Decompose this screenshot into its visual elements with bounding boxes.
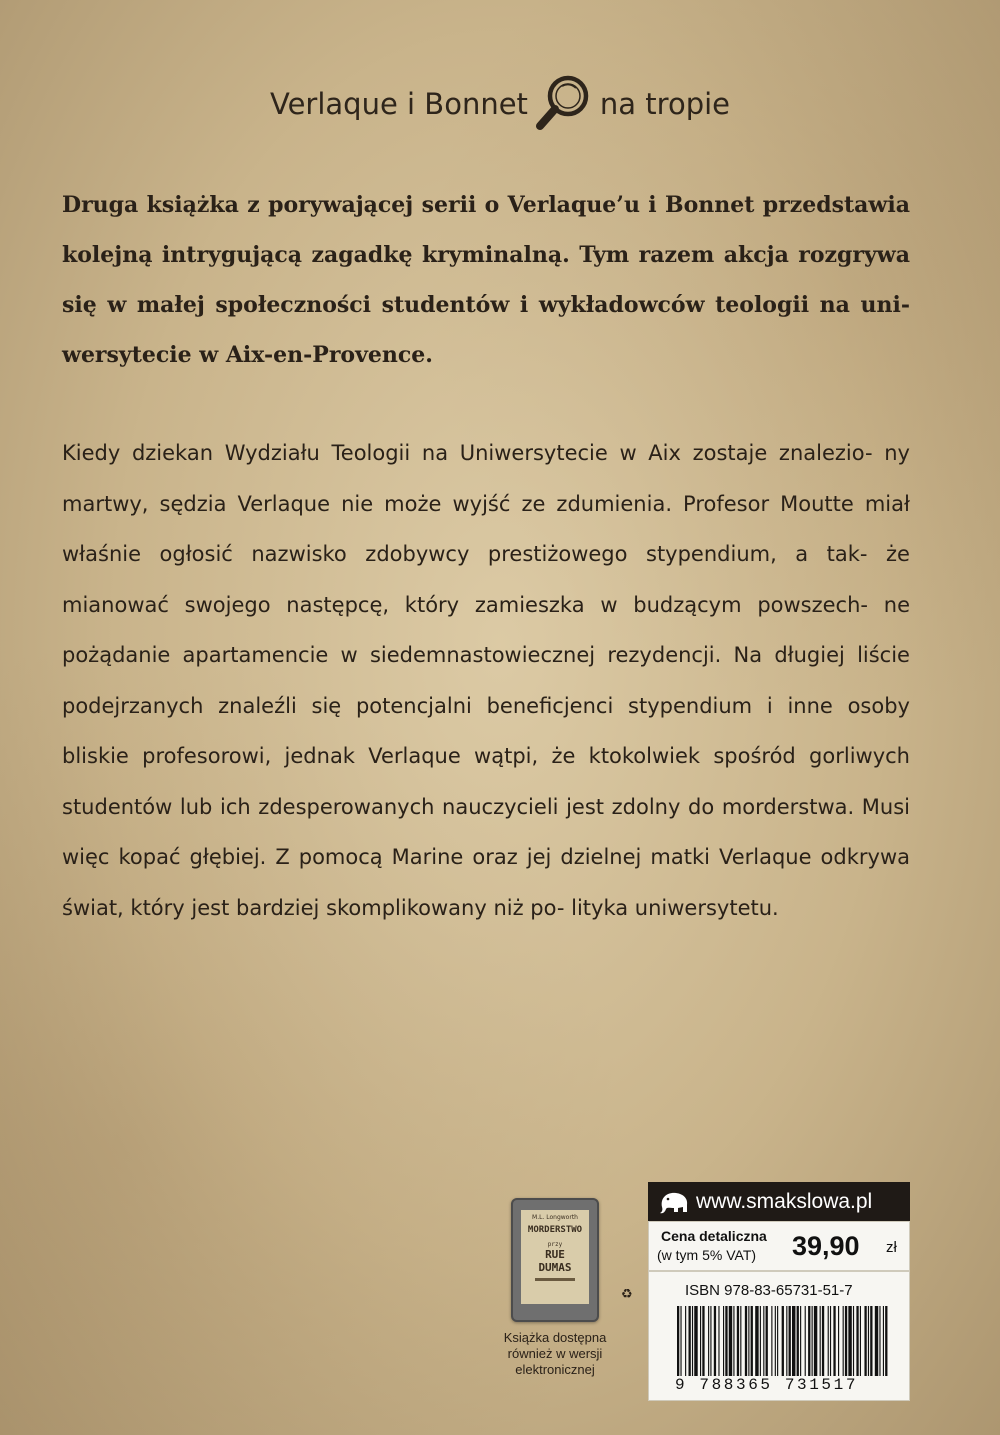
ereader-icon [511,1198,599,1322]
barcode-bar [782,1306,784,1376]
barcode-bar [822,1306,824,1376]
barcode-bar [845,1306,847,1376]
barcode-bar [718,1306,719,1376]
barcode-bar [723,1306,724,1376]
barcode-bar [820,1306,821,1376]
lead-paragraph [62,180,910,380]
barcode-bar [814,1306,817,1376]
barcode-bar [740,1306,741,1376]
barcode-bar [680,1306,681,1376]
ebook-decor-bar [535,1278,575,1281]
barcode-bar [700,1306,701,1376]
ebook-notice [490,1198,620,1378]
lead-line: się w małej społeczności studentów i wykładowców teologii na uni- [62,292,910,318]
barcode-bar [864,1306,866,1376]
barcode-bar [748,1306,749,1376]
ebook-author: M.L. Longworth [532,1214,578,1221]
barcode-bar [751,1306,753,1376]
barcode-bar [870,1306,872,1376]
barcode-bar [800,1306,801,1376]
body-line: miał właśnie ogłosić nazwisko zdobywcy prestiżowego stypendium, a tak- [62,491,910,566]
body-line: liście podejrzanych znaleźli się potencjalni beneficjenci stypendium i inne [62,643,910,718]
barcode-bar [885,1306,887,1376]
barcode-bar [714,1306,716,1376]
barcode-bar [875,1306,878,1376]
barcode-bar [860,1306,861,1376]
barcode-bar [692,1306,693,1376]
barcode-bar [729,1306,732,1376]
barcode-bar [830,1306,831,1376]
barcode-bar [805,1306,806,1376]
barcode-bar [879,1306,880,1376]
body-line: lityka uniwersytetu. [571,895,779,920]
barcode-bar [838,1306,839,1376]
barcode-bar [812,1306,813,1376]
isbn-label [648,1271,910,1401]
barcode-bar [755,1306,758,1376]
barcode-bar [786,1306,787,1376]
lead-line: wersytecie w Aix-en-Provence. [62,342,433,368]
barcode-bar [702,1306,704,1376]
ebook-title-1: MORDERSTWO [527,1225,583,1235]
body-line: Kiedy dziekan Wydziału Teologii na Uniwersytecie w Aix zostaje znalezio- [62,441,873,465]
price-caption: Cena detaliczna [661,1228,767,1244]
barcode-bar [808,1306,810,1376]
ebook-title-3: RUE [545,1248,565,1261]
body-line: że mianować swojego następcę, który zamieszka w budzącym powszech- [62,542,910,617]
publisher-web-bar [648,1182,910,1221]
barcode-bar [733,1306,734,1376]
ebook-caption-line: Książka dostępna [503,1330,607,1345]
lead-line: kolejną intrygującą zagadkę kryminalną. Tym razem akcja rozgrywa [62,242,910,268]
body-line: ny martwy, sędzia Verlaque nie może wyjść ze zdumienia. Profesor Moutte [62,441,910,516]
ebook-caption-line: elektronicznej [515,1362,595,1377]
series-suffix: na tropie [599,87,730,121]
series-banner [0,72,1000,136]
elephant-logo-icon [654,1187,694,1217]
barcode-bar [848,1306,851,1376]
ebook-caption-line: również w wersji [507,1346,603,1361]
barcode [675,1306,891,1376]
barcode-bar [694,1306,697,1376]
series-name: Verlaque i Bonnet [270,87,528,121]
magnifying-glass-icon [534,72,594,136]
ebook-title-4: DUMAS [538,1261,572,1274]
barcode-bar [708,1306,709,1376]
barcode-bar [766,1306,768,1376]
barcode-bar [710,1306,711,1376]
barcode-bar [883,1306,884,1376]
barcode-bar [792,1306,795,1376]
barcode-bar [853,1306,854,1376]
barcode-bar [833,1306,835,1376]
price-currency: zł [886,1239,897,1256]
barcode-bar [737,1306,739,1376]
ebook-title-2: przy [547,1241,563,1248]
barcode-bar [677,1306,679,1376]
publisher-website: www.smakslowa.pl [696,1189,873,1213]
lead-line: Druga książka z porywającej serii o Verlaque’u i Bonnet przedstawia [62,192,910,218]
barcode-bar [856,1306,858,1376]
barcode-bar [689,1306,691,1376]
barcode-bar [745,1306,747,1376]
body-line: osoby bliskie profesorowi, jednak Verlaque wątpi, że ktokolwiek spośród [62,693,910,768]
barcode-bar [843,1306,844,1376]
body-line: matki Verlaque odkrywa świat, który jest bardziej skomplikowany niż po- [62,845,910,920]
barcode-bar [789,1306,791,1376]
isbn-number: ISBN 978-83-65731-51-7 [685,1282,853,1299]
barcode-bar [797,1306,799,1376]
barcode-bar [775,1306,776,1376]
description-paragraph [62,428,910,933]
barcode-bar [685,1306,686,1376]
body-line: ne pożądanie apartamencie w siedemnastowiecznej rezydencji. Na długiej [62,592,910,667]
recycle-icon: ♻ [621,1287,633,1302]
barcode-bar [828,1306,829,1376]
vat-note: (w tym 5% VAT) [657,1247,757,1263]
barcode-digits: 9 788365 731517 [675,1376,859,1394]
barcode-bar [777,1306,778,1376]
barcode-bar [760,1306,761,1376]
body-line: morderstwa. Musi więc kopać głębiej. Z pomocą Marine oraz jej dzielnej [62,794,910,869]
barcode-bar [868,1306,869,1376]
ebook-caption [490,1330,620,1378]
price-label [648,1221,910,1271]
barcode-bar [725,1306,727,1376]
barcode-bar [771,1306,772,1376]
ereader-screen [521,1210,589,1304]
barcode-bar [763,1306,764,1376]
body-line: gorliwych studentów lub ich zdesperowanych nauczycieli jest zdolny do [62,744,910,819]
price-value: 39,90 [792,1231,860,1261]
